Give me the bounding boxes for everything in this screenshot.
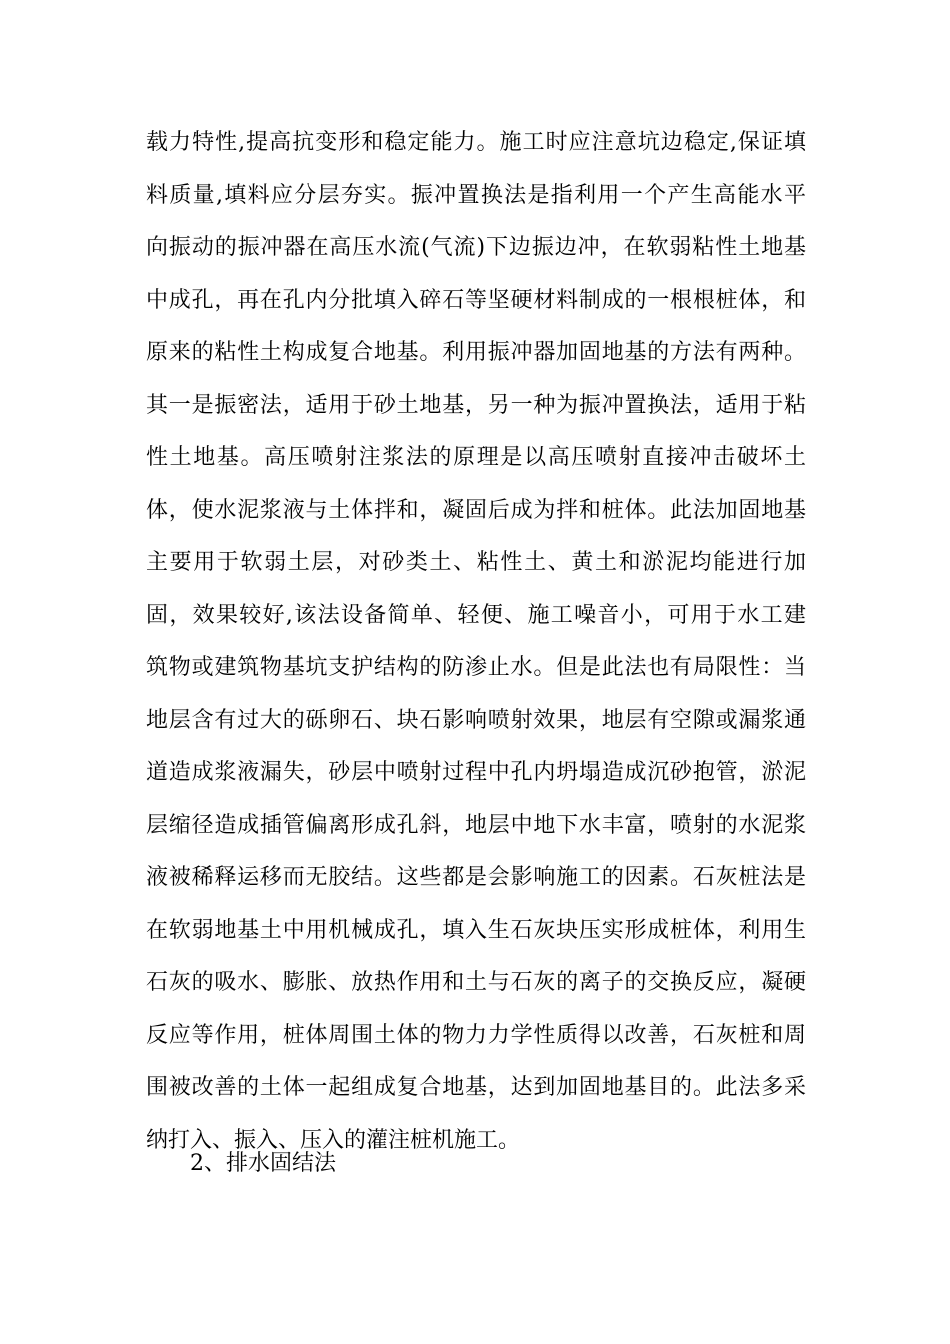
paragraph-line: 道造成浆液漏失，砂层中喷射过程中孔内坍塌造成沉砂抱管，淤泥 xyxy=(146,760,806,785)
paragraph-line: 性土地基。高压喷射注浆法的原理是以高压喷射直接冲击破坏土 xyxy=(146,445,806,470)
paragraph-line: 主要用于软弱土层，对砂类土、粘性土、黄土和淤泥均能进行加 xyxy=(146,550,806,575)
paragraph-line: 在软弱地基土中用机械成孔，填入生石灰块压实形成桩体，利用生 xyxy=(146,917,806,943)
paragraph-line: 反应等作用，桩体周围土体的物力力学性质得以改善，石灰桩和周 xyxy=(146,1022,806,1048)
paragraph-line: 其一是振密法，适用于砂土地基，另一种为振冲置换法，适用于粘 xyxy=(146,392,806,418)
paragraph-line: 料质量,填料应分层夯实。振冲置换法是指利用一个产生高能水平 xyxy=(146,182,806,208)
paragraph-line: 液被稀释运移而无胶结。这些都是会影响施工的因素。石灰桩法是 xyxy=(146,865,806,890)
paragraph-line: 石灰的吸水、膨胀、放热作用和土与石灰的离子的交换反应，凝硬 xyxy=(146,970,806,995)
paragraph-line: 中成孔，再在孔内分批填入碎石等坚硬材料制成的一根根桩体，和 xyxy=(146,287,806,313)
section-heading: 2、排水固结法 xyxy=(190,1151,336,1176)
paragraph-line: 原来的粘性土构成复合地基。利用振冲器加固地基的方法有两种。 xyxy=(146,340,806,365)
paragraph-line: 载力特性,提高抗变形和稳定能力。施工时应注意坑边稳定,保证填 xyxy=(146,130,806,155)
body-paragraph xyxy=(146,117,806,1167)
paragraph-line: 围被改善的土体一起组成复合地基，达到加固地基目的。此法多采 xyxy=(146,1075,806,1100)
paragraph-line: 筑物或建筑物基坑支护结构的防渗止水。但是此法也有局限性：当 xyxy=(146,655,806,680)
paragraph-line: 向振动的振冲器在高压水流(气流)下边振边冲，在软弱粘性土地基 xyxy=(146,235,806,260)
paragraph-line: 纳打入、振入、压入的灌注桩机施工。 xyxy=(146,1127,521,1153)
paragraph-line: 层缩径造成插管偏离形成孔斜，地层中地下水丰富，喷射的水泥浆 xyxy=(146,812,806,838)
paragraph-line: 固，效果较好,该法设备简单、轻便、施工噪音小，可用于水工建 xyxy=(146,602,806,628)
paragraph-line: 体，使水泥浆液与土体拌和，凝固后成为拌和桩体。此法加固地基 xyxy=(146,497,806,523)
paragraph-line: 地层含有过大的砾卵石、块石影响喷射效果，地层有空隙或漏浆通 xyxy=(146,707,806,733)
